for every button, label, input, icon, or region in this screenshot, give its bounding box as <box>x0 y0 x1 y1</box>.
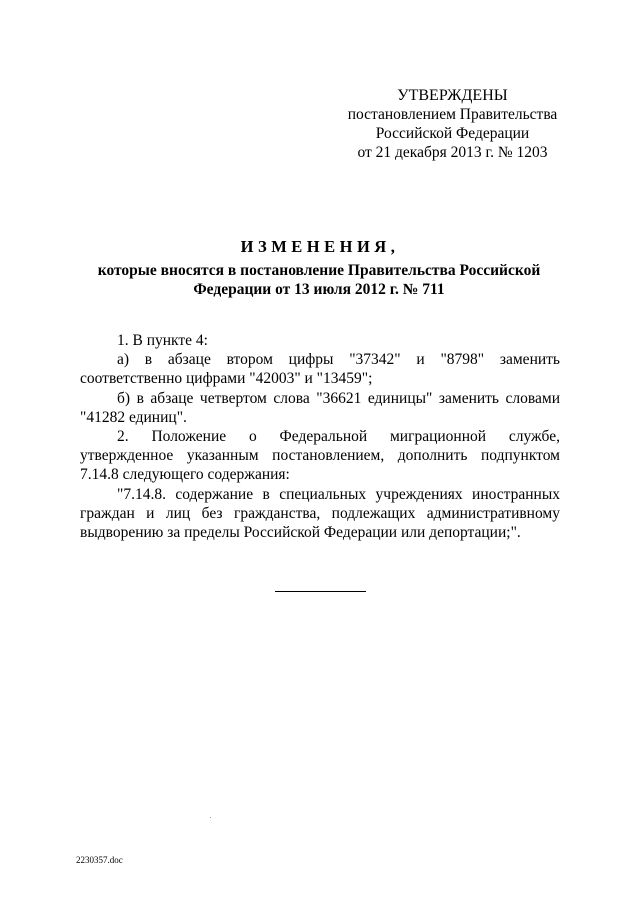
paragraph-item-1: 1. В пункте 4: <box>117 332 208 349</box>
approval-line-1: постановлением Правительства <box>347 106 558 123</box>
approval-line-3: от 21 декабря 2013 г. № 1203 <box>357 144 548 161</box>
paragraph-item-1b: б) в абзаце четвертом слова "36621 единицы" заменить словами "41282 единиц". <box>80 389 560 426</box>
document-subtitle <box>90 261 548 299</box>
paragraph-item-1a: а) в абзаце втором цифры "37342" и "8798" заменить соответственно цифрами "42003" и "13459"; <box>80 351 560 388</box>
approval-title: УТВЕРЖДЕНЫ <box>397 87 508 104</box>
approval-block <box>335 86 570 162</box>
paragraph-quote-7-14-8: "7.14.8. содержание в специальных учреждениях иностранных граждан и лиц без гражданства, подлежащих административному выдворению за пределы Российской Федерации или депортации;". <box>80 485 560 542</box>
document-body <box>80 331 560 542</box>
scan-speck <box>210 817 211 818</box>
file-reference: 2230357.doc <box>76 855 123 865</box>
document-title: ИЗМЕНЕНИЯ, <box>240 237 400 256</box>
approval-line-2: Российской Федерации <box>375 125 530 142</box>
paragraph-item-2: 2. Положение о Федеральной миграционной службе, утвержденное указанным постановлением, дополнить подпунктом 7.14.8 следующего содержания: <box>80 428 560 484</box>
document-subtitle-line-2: Федерации от 13 июля 2012 г. № 711 <box>193 281 445 298</box>
separator-line <box>275 591 366 592</box>
document-subtitle-line-1: которые вносятся в постановление Правительства Российской <box>97 262 541 279</box>
